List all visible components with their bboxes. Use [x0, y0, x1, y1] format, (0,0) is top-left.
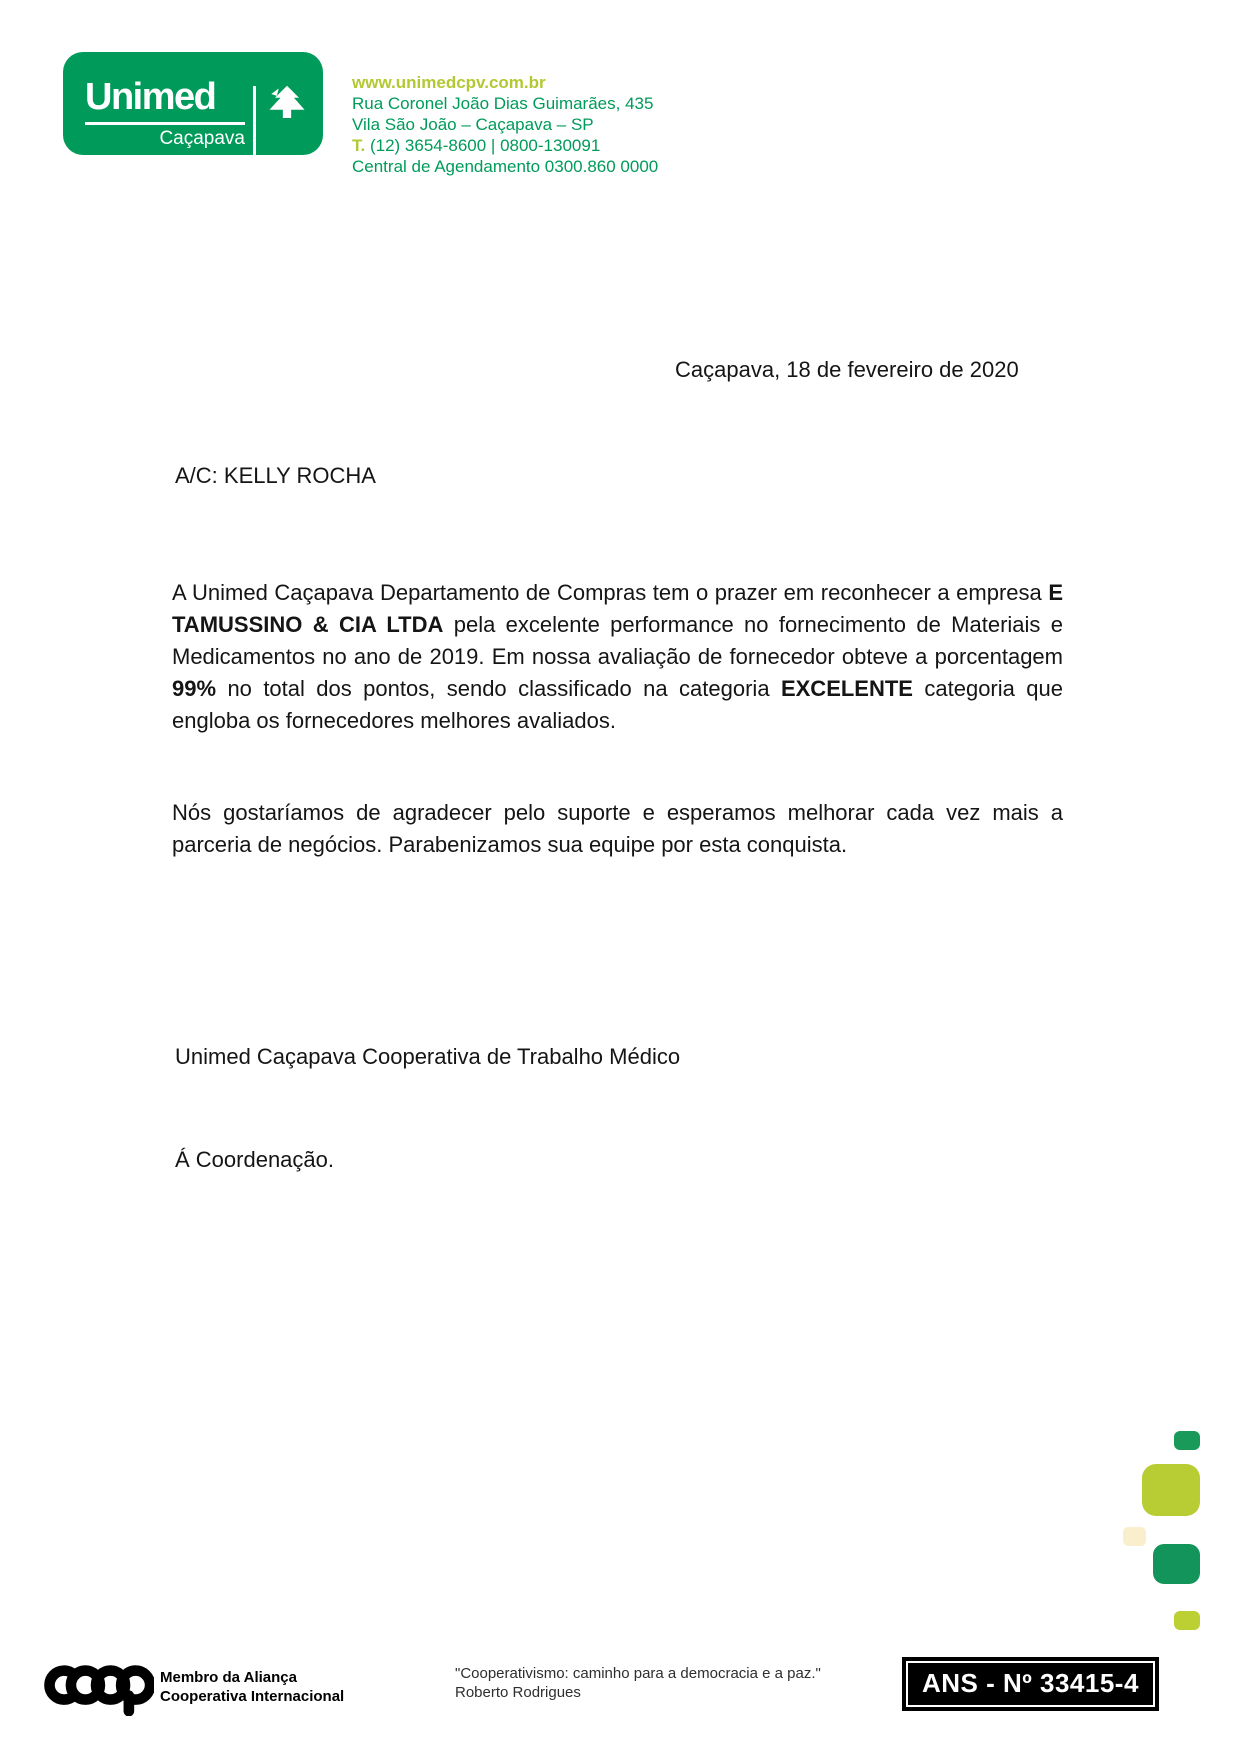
tree-icon [263, 84, 311, 133]
logo-city-text: Caçapava [159, 128, 245, 149]
score-percentage: 99% [172, 676, 217, 701]
paragraph-1 [172, 577, 1063, 737]
letterhead-contact [352, 72, 658, 177]
decor-square [1174, 1611, 1200, 1630]
membership-line-2: Cooperativa Internacional [160, 1688, 345, 1705]
paragraph-1-text: categoria que engloba os fornecedores melhores avaliados. [172, 676, 1063, 733]
signature-closing: Á Coordenação. [175, 1147, 334, 1172]
decor-square [1174, 1431, 1200, 1450]
logo-divider [253, 86, 256, 160]
logo-underline [85, 122, 245, 125]
company-name: E TAMUSSINO & CIA LTDA [172, 580, 1063, 637]
category-label: EXCELENTE [780, 676, 913, 701]
website-line: www.unimedcpv.com.br [352, 73, 546, 92]
address-line-1: Rua Coronel João Dias Guimarães, 435 [352, 94, 654, 113]
paragraph-2: Nós gostaríamos de agradecer pelo suporte e esperamos melhorar cada vez mais a parceria de negócios. Parabenizamos sua equipe por esta conquista. [172, 800, 1063, 857]
phone-numbers: (12) 3654-8600 | 0800-130091 [365, 136, 601, 155]
recipient-line: A/C: KELLY ROCHA [175, 463, 376, 488]
paragraph-1-text: pela excelente performance no fornecimento de Materiais e Medicamentos no ano de 2019. Em nossa avaliação de fornecedor obteve a porcentagem [172, 612, 1063, 669]
signature-organization: Unimed Caçapava Cooperativa de Trabalho Médico [175, 1044, 681, 1069]
ans-badge-text: ANS - Nº 33415-4 [906, 1661, 1155, 1707]
membership-line-1: Membro da Aliança [160, 1669, 297, 1686]
paragraph-1-text: A Unimed Caçapava Departamento de Compras tem o prazer em reconhecer a empresa [172, 580, 1049, 605]
logo-brand-text: Unimed [85, 76, 216, 118]
phone-line [352, 135, 658, 156]
quote-author: Roberto Rodrigues [455, 1684, 581, 1701]
footer-quote [455, 1664, 821, 1702]
address-line-2: Vila São João – Caçapava – SP [352, 115, 594, 134]
decor-square [1142, 1464, 1200, 1516]
paragraph-1-text: no total dos pontos, sendo classificado na categoria [216, 676, 781, 701]
decor-square [1123, 1527, 1146, 1546]
unimed-logo [63, 52, 323, 155]
quote-text: "Cooperativismo: caminho para a democracia e a paz." [455, 1665, 821, 1682]
phone-prefix: T. [352, 136, 366, 155]
scheduling-line: Central de Agendamento 0300.860 0000 [352, 157, 659, 176]
decor-square [1153, 1544, 1200, 1584]
coop-logo-icon [40, 1660, 154, 1721]
date-line: Caçapava, 18 de fevereiro de 2020 [675, 357, 1019, 382]
membership-text [160, 1668, 344, 1706]
ans-registration-badge [902, 1657, 1159, 1711]
